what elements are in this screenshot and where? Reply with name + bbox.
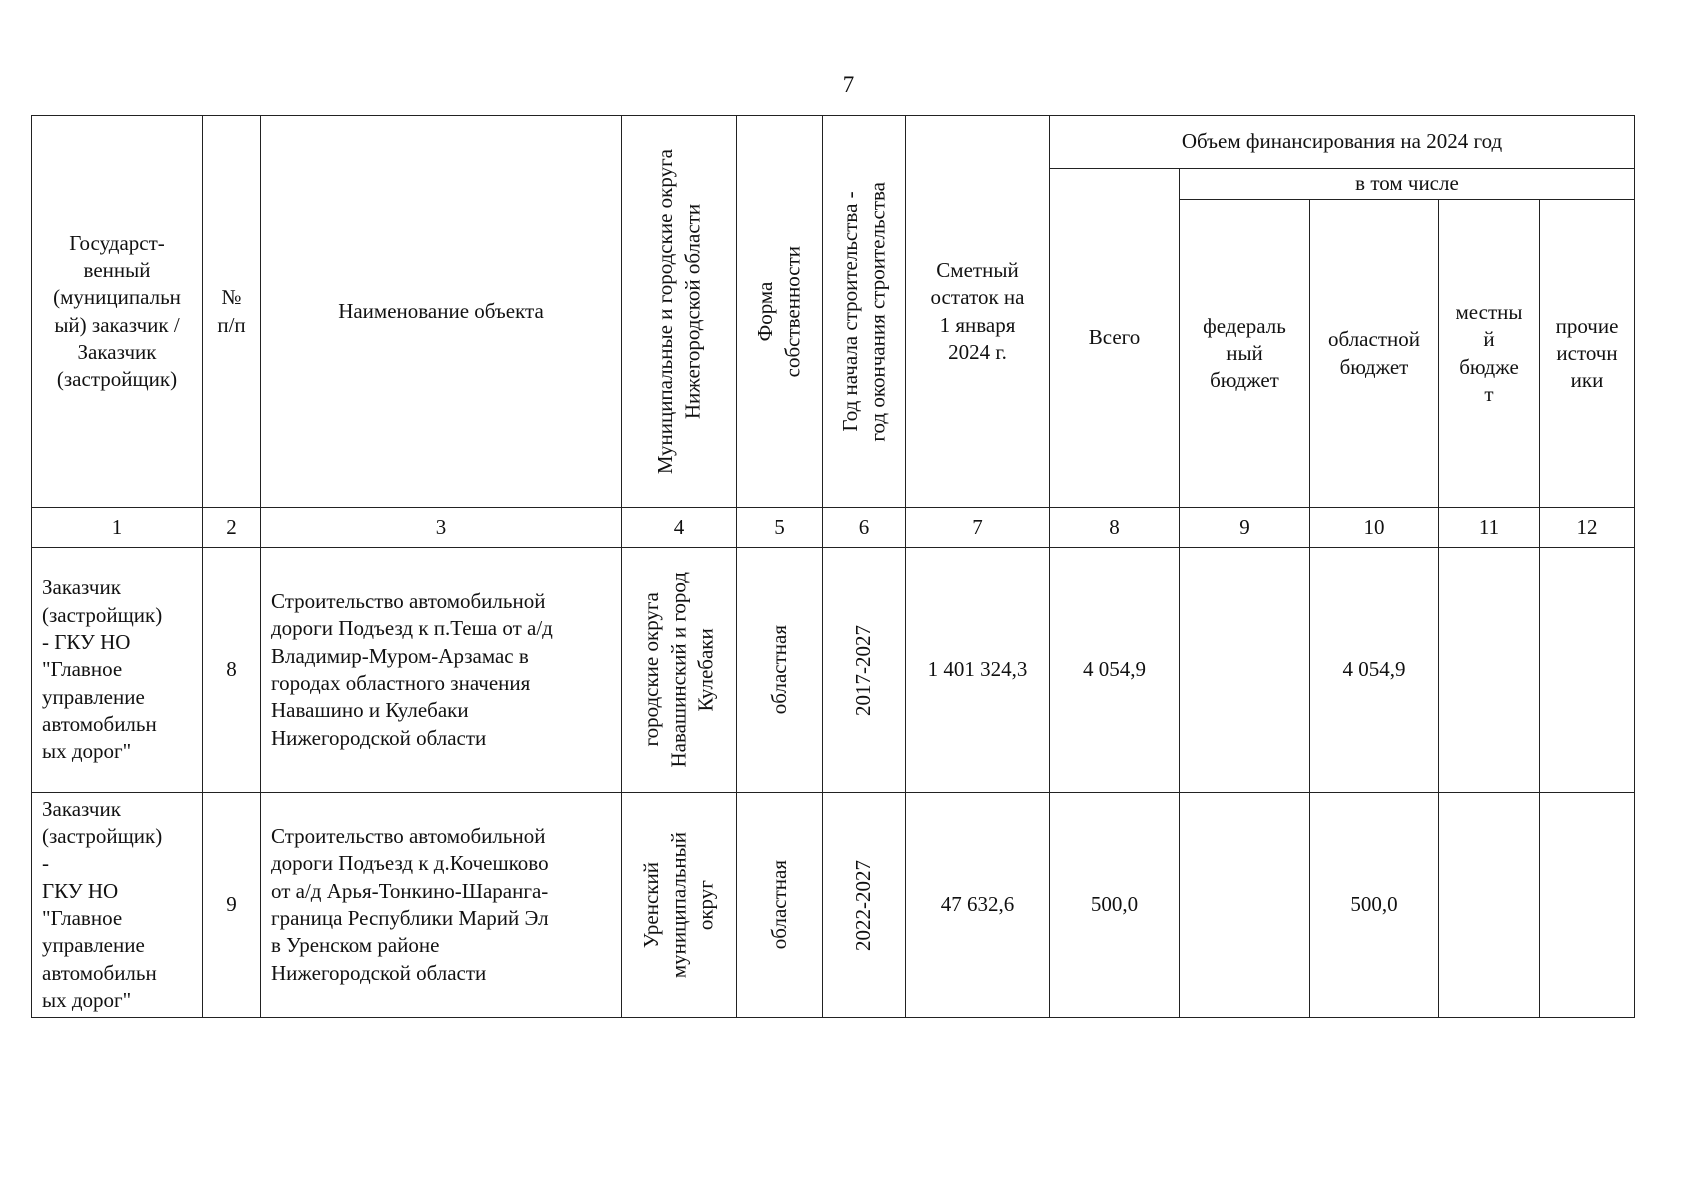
row-years bbox=[823, 793, 906, 1018]
header-districts bbox=[622, 116, 737, 508]
header-ownership bbox=[737, 116, 823, 508]
column-number: 2 bbox=[203, 508, 261, 548]
row-local bbox=[1439, 548, 1540, 793]
row-ownership bbox=[737, 793, 823, 1018]
row-years-text: 2017-2027 bbox=[851, 624, 876, 716]
financing-table bbox=[31, 115, 1635, 1018]
row-regional: 4 054,9 bbox=[1310, 548, 1439, 793]
table-row bbox=[32, 793, 1635, 1018]
row-number: 8 bbox=[203, 548, 261, 793]
header-federal: федераль ный бюджет bbox=[1180, 200, 1310, 508]
header-districts-text: Муниципальные и городские округа Нижегородской области bbox=[652, 148, 704, 475]
table-row bbox=[32, 548, 1635, 793]
row-federal bbox=[1180, 548, 1310, 793]
column-number: 8 bbox=[1050, 508, 1180, 548]
header-other: прочие источн ики bbox=[1540, 200, 1635, 508]
column-number: 3 bbox=[261, 508, 622, 548]
row-estimate-balance: 1 401 324,3 bbox=[906, 548, 1050, 793]
header-total: Всего bbox=[1050, 169, 1180, 508]
column-number: 4 bbox=[622, 508, 737, 548]
header-number: № п/п bbox=[203, 116, 261, 508]
header-including: в том числе bbox=[1180, 169, 1635, 200]
row-total: 4 054,9 bbox=[1050, 548, 1180, 793]
column-number-row bbox=[32, 508, 1635, 548]
header-estimate-balance: Сметный остаток на 1 января 2024 г. bbox=[906, 116, 1050, 508]
column-number: 5 bbox=[737, 508, 823, 548]
row-years-text: 2022-2027 bbox=[851, 859, 876, 951]
row-district bbox=[622, 793, 737, 1018]
column-number: 11 bbox=[1439, 508, 1540, 548]
header-ownership-text: Форма собственности bbox=[753, 245, 805, 378]
row-regional: 500,0 bbox=[1310, 793, 1439, 1018]
row-years bbox=[823, 548, 906, 793]
row-other bbox=[1540, 793, 1635, 1018]
column-number: 7 bbox=[906, 508, 1050, 548]
row-district bbox=[622, 548, 737, 793]
header-regional: областной бюджет bbox=[1310, 200, 1439, 508]
column-number: 9 bbox=[1180, 508, 1310, 548]
column-number: 1 bbox=[32, 508, 203, 548]
header-object-name: Наименование объекта bbox=[261, 116, 622, 508]
header-row-1 bbox=[32, 116, 1635, 169]
row-total: 500,0 bbox=[1050, 793, 1180, 1018]
row-object-name: Строительство автомобильной дороги Подъезд к д.Кочешково от а/д Арья-Тонкино-Шаранга- граница Республики Марий Эл в Уренском районе Нижегородской области bbox=[261, 793, 622, 1018]
column-number: 10 bbox=[1310, 508, 1439, 548]
header-years bbox=[823, 116, 906, 508]
header-customer: Государст- венный (муниципальн ый) заказчик / Заказчик (застройщик) bbox=[32, 116, 203, 508]
row-ownership-text: областная bbox=[766, 860, 791, 950]
page-number: 7 bbox=[842, 72, 855, 97]
header-years-text: Год начала строительства - год окончания строительства bbox=[837, 181, 889, 442]
column-number: 12 bbox=[1540, 508, 1635, 548]
row-object-name: Строительство автомобильной дороги Подъезд к п.Теша от а/д Владимир-Муром-Арзамас в городах областного значения Навашино и Кулебаки Нижегородской области bbox=[261, 548, 622, 793]
header-local: местны й бюдже т bbox=[1439, 200, 1540, 508]
column-number: 6 bbox=[823, 508, 906, 548]
row-estimate-balance: 47 632,6 bbox=[906, 793, 1050, 1018]
header-funding-group: Объем финансирования на 2024 год bbox=[1050, 116, 1635, 169]
row-ownership-text: областная bbox=[766, 625, 791, 715]
row-district-text: Уренский муниципальный округ bbox=[639, 831, 718, 979]
row-customer: Заказчик (застройщик) - ГКУ НО "Главное управление автомобильн ых дорог" bbox=[32, 548, 203, 793]
row-other bbox=[1540, 548, 1635, 793]
row-customer: Заказчик (застройщик) - ГКУ НО "Главное управление автомобильн ых дорог" bbox=[32, 793, 203, 1018]
row-local bbox=[1439, 793, 1540, 1018]
row-federal bbox=[1180, 793, 1310, 1018]
row-district-text: городские округа Навашинский и город Кулебаки bbox=[639, 572, 718, 768]
row-ownership bbox=[737, 548, 823, 793]
row-number: 9 bbox=[203, 793, 261, 1018]
